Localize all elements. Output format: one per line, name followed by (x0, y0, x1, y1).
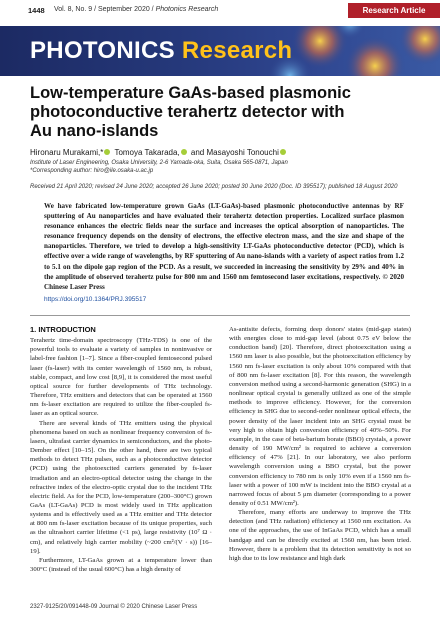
body-paragraph: As-antisite defects, forming deep donors' states (mid-gap states) with energies close to mid-gap level (about 0.75 eV below the conduction band) [20]. Therefore, direct photoexcitation using a 1560 nm laser is also possible, but the photoexcitation efficiency by 1560 nm fs-laser excitation is only about 10% compared with that of 800 nm fs-laser excitation [8]. For this reason, the wavelength conversion method using a second-harmonic generation (SHG) in a nonlinear optical crystal is generally utilized as one of the simple methods to improve efficiency. However, for the conversion efficiency in SHG due to second-order nonlinear optical effects, the power density of the laser incident into an SHG crystal must be very high to obtain high conversion efficiency of 40%–50%. For example, in the case of beta-barium borate (BBO) crystals, a power density of 190 MW/cm² is required to achieve a conversion efficiency of 47% [21]. In our laboratory, we also perform wavelength conversion using a BBO crystal, but the power conversion efficiency to 780 nm is only 10% even if a 1560 nm fs-laser with a power of 100 mW is incident into the BBO crystal at a narrowed focus of about 5 μm diameter (corresponding to a power density of 0.51 MW/cm²). (229, 326, 411, 507)
body-column-right (229, 325, 411, 563)
page-header (0, 0, 440, 22)
journal-title-part1: PHOTONICS (30, 37, 175, 64)
divider (30, 315, 410, 316)
body-paragraph: Furthermore, LT-GaAs grown at a temperature lower than 300°C (instead of the usual 600°C) has a high density of (30, 556, 212, 574)
volume-info (54, 6, 218, 13)
body-column-left (30, 325, 212, 574)
article-title-line: Au nano-islands (30, 122, 159, 140)
volume-text: Vol. 8, No. 9 / September 2020 / (54, 6, 154, 13)
orcid-icon[interactable] (181, 149, 187, 155)
journal-title (30, 37, 292, 65)
journal-banner (0, 26, 440, 76)
author-list (30, 148, 288, 157)
corresponding-author: *Corresponding author: hiro@ile.osaka-u.ac.jp (30, 168, 154, 174)
body-paragraph: Therefore, many efforts are underway to improve the THz detection (and THz radiation) efficiency at 1560 nm excitation. As one of the approaches, the use of InGaAs PCD, which has a small bandgap and can be directly excited at 1560 nm, has been tried. However, there is a problem that its detection sensitivity is not so high due to its low resistance and high dark (229, 509, 411, 562)
author-name: Hironaru Murakami,* (30, 148, 104, 157)
section-heading: 1. INTRODUCTION (30, 325, 96, 334)
journal-title-part2: Research (181, 37, 293, 64)
body-paragraph: Terahertz time-domain spectroscopy (THz-TDS) is one of the powerful tools to evaluate a variety of samples in noninvasive or label-free fashion [1–7]. Since a fiber-coupled femtosecond pulsed laser (fs-laser) with its center wavelength of 1560 nm, is robust, stable, compact, and low cost [8,9], it is considered the most useful optical source for further developments of THz technology. Therefore, THz emitters and detectors that can be operated at 1560 nm fs-laser excitation are required to utilize the fiber-coupled fs-laser as an optical source. (30, 337, 212, 418)
author-name: Masayoshi Tonouchi (206, 148, 279, 157)
journal-name: Photonics Research (155, 6, 219, 13)
article-title-line: photoconductive terahertz detector with (30, 103, 345, 121)
orcid-icon[interactable] (280, 149, 286, 155)
page-number: 1448 (28, 6, 45, 15)
affiliation-line: Institute of Laser Engineering, Osaka University, 2-6 Yamada-oka, Suita, Osaka 565-0871, Japan (30, 160, 288, 166)
article-type-badge: Research Article (348, 3, 440, 18)
article-title-line: Low-temperature GaAs-based plasmonic (30, 84, 351, 102)
author-name: Tomoya Takarada, (114, 148, 180, 157)
page-footer: 2327-9125/20/091448-09 Journal © 2020 Chinese Laser Press (30, 604, 198, 610)
affiliation-block (30, 159, 288, 175)
orcid-icon[interactable] (104, 149, 110, 155)
doi-link[interactable]: https://doi.org/10.1364/PRJ.395517 (44, 296, 147, 303)
received-dates: Received 21 April 2020; revised 24 June 2020; accepted 26 June 2020; posted 30 June 2020 (Doc. ID 395517); published 18 August 2020 (30, 184, 398, 190)
abstract: We have fabricated low-temperature grown GaAs (LT-GaAs)-based plasmonic photoconductive antennas by RF sputtering of Au nanoparticles and have evaluated their terahertz detection properties. Localized surface plasmon resonance enhances the electric fields near the surface and increases the optical absorption of nanoparticles. The resonance frequency depends on the density of electrons, the effective electron mass, and the size and shape of the nanoparticles. Therefore, we tried to develop a high-sensitivity LT-GaAs photoconductive detector (PCD), which is effective over a wide range of wavelengths, by RF sputtering of Au nano-islands with a variety of aspect ratios from 1.2 to 5.1 on the dipole gap region of the PCD. As a result, we succeeded in increasing the sensitivity by 29% and 40% in the amplitude of observed terahertz pulse for 800 nm and 1560 nm femtosecond laser excitations, respectively. © 2020 Chinese Laser Press (44, 202, 404, 291)
body-paragraph: There are several kinds of THz emitters using the physical phenomena based on such as nonlinear frequency conversion of fs-lasers, ultrafast carrier dynamics in semiconductors, and the photo-Dember effect [10–15]. On the other hand, there are two typical methods to detect THz pulses, such as a photoconductive detector (PCD) using the photoexcited carriers generated by fs-laser irradiation and an electro-optical detector using the change in the refractive index of the electro-optic crystal due to the incident THz electric field. As for the PCD, low-temperature (200–300°C) grown GaAs (LT-GaAs) PCD is most widely used in THz application systems and is effectively used as a THz emitter and THz detector at 800 nm fs-laser excitation because of its unique properties, such as the ultrashort carrier lifetime (<1 ps), large resistivity (10⁷ Ω · cm), and relatively high carrier mobility (~200 cm²/(V · s)) [16–19]. (30, 419, 212, 555)
author-conjunction: and (190, 148, 205, 157)
article-title (30, 84, 410, 141)
